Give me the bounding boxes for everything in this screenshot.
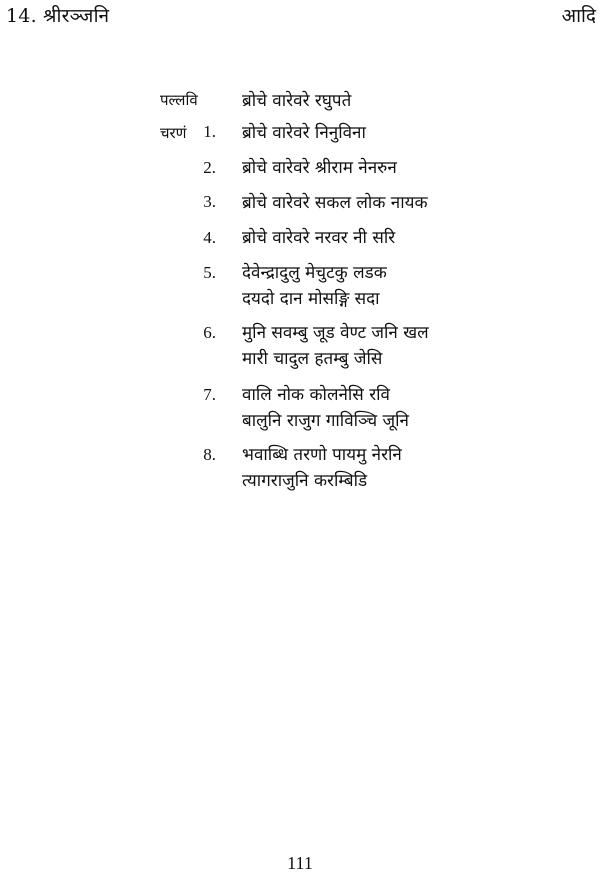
pallavi-line: ब्रोचे वारेवरे रघुपते [242, 91, 352, 111]
verse-line: ब्रोचे वारेवरे नरवर नी सरि [242, 228, 396, 248]
verse-line: दयदो दान मोसङ्गि सदा [242, 289, 380, 309]
song-title: 14. श्रीरञ्जनि [6, 5, 110, 27]
verse-line: मुनि सवम्बु जूड वेण्ट जनि खल [242, 323, 429, 343]
verse-number: 7. [203, 385, 216, 404]
verse-line: वालि नोक कोलनेसि रवि [242, 385, 391, 405]
verse-line: बालुनि राजुग गाविञ्चि जूनि [242, 411, 409, 431]
verse-number: 8. [203, 445, 216, 464]
verse-number: 1. [203, 122, 216, 141]
verse-line: ब्रोचे वारेवरे श्रीराम नेनरुन [242, 158, 397, 178]
page-number: 111 [287, 853, 313, 873]
verse-line: देवेन्द्रादुलु मेचुटकु लडक [242, 263, 387, 283]
pallavi-label: पल्लवि [160, 91, 198, 109]
verse-line: ब्रोचे वारेवरे सकल लोक नायक [242, 193, 428, 213]
verse-line: त्यागराजुनि करम्बिडि [242, 471, 368, 491]
tala-label: आदि [561, 5, 596, 27]
verse-number: 2. [203, 158, 216, 177]
verse-number: 6. [203, 323, 216, 342]
verse-number: 4. [203, 228, 216, 247]
verse-number: 5. [203, 263, 216, 282]
verse-line: मारी चादुल हतम्बु जेसि [242, 349, 383, 369]
verse-line: भवाब्धि तरणो पायमु नेरनि [242, 445, 402, 465]
verse-number: 3. [203, 192, 216, 211]
verse-line: ब्रोचे वारेवरे निनुविना [242, 123, 366, 143]
charanam-label: चरणं [160, 124, 187, 142]
